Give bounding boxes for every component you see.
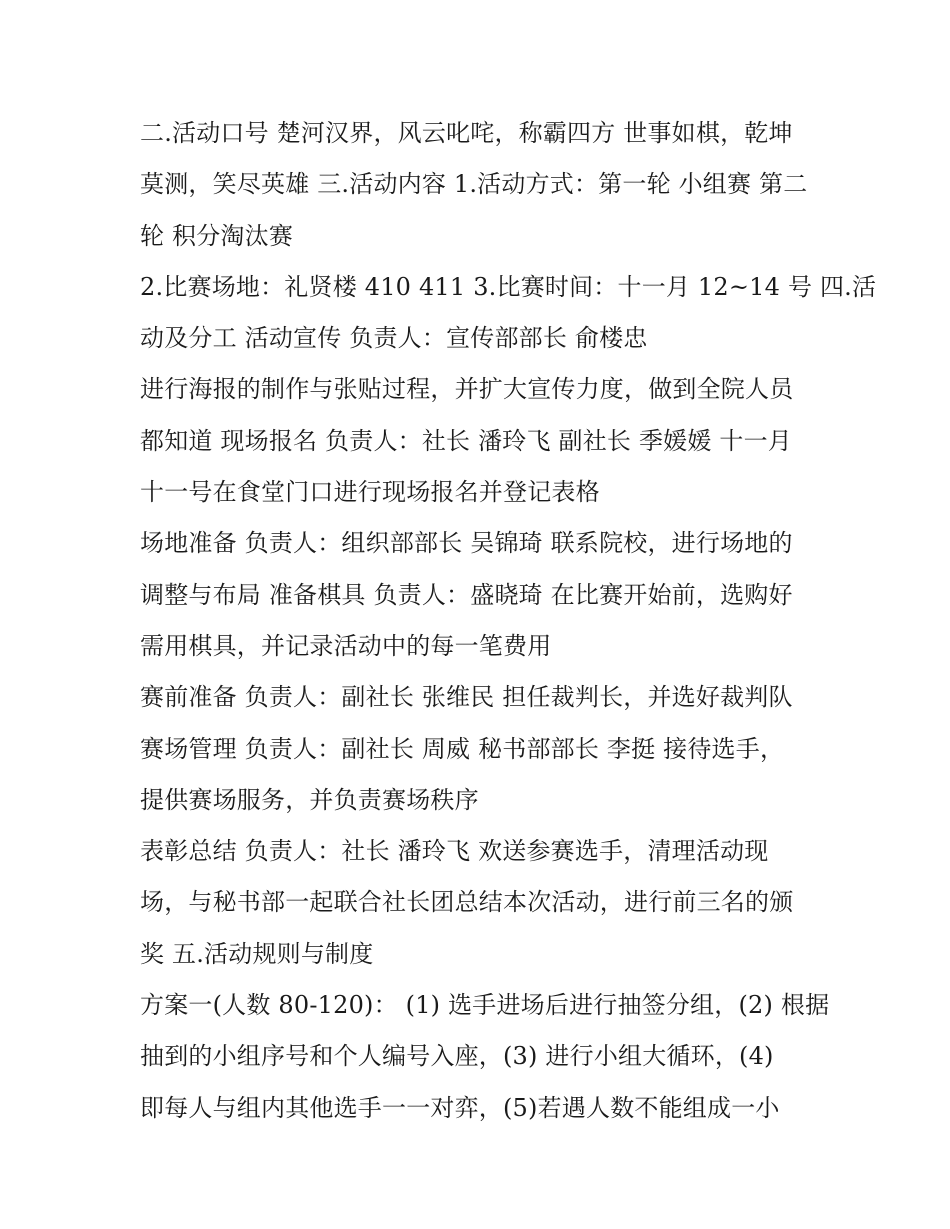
text-line: 抽到的小组序号和个人编号入座，(3) 进行小组大循环，(4) xyxy=(140,1042,774,1071)
text-line: 表彰总结 负责人：社长 潘玲飞 欢送参赛选手，清理活动现 xyxy=(140,837,769,866)
text-line: 需用棋具，并记录活动中的每一笔费用 xyxy=(140,631,552,660)
text-line: 十一号在食堂门口进行现场报名并登记表格 xyxy=(140,478,600,507)
text-line: 赛场管理 负责人：副社长 周威 秘书部部长 李挺 接待选手， xyxy=(140,734,785,763)
text-line: 调整与布局 准备棋具 负责人：盛晓琦 在比赛开始前，选购好 xyxy=(140,580,793,609)
text-line: 莫测，笑尽英雄 三.活动内容 1.活动方式：第一轮 小组赛 第二 xyxy=(140,170,808,199)
text-line: 奖 五.活动规则与制度 xyxy=(140,939,374,968)
text-line: 2.比赛场地：礼贤楼 410 411 3.比赛时间：十一月 12~14 号 四.活 xyxy=(140,272,877,301)
text-line: 方案一(人数 80-120)： (1) 选手进场后进行抽签分组，(2) 根据 xyxy=(140,991,830,1020)
text-line: 进行海报的制作与张贴过程，并扩大宣传力度，做到全院人员 xyxy=(140,375,794,404)
document-body xyxy=(140,108,877,1134)
text-line: 二.活动口号 楚河汉界，风云叱咤，称霸四方 世事如棋，乾坤 xyxy=(140,119,793,147)
text-line: 动及分工 活动宣传 负责人：宣传部部长 俞楼忠 xyxy=(140,324,648,353)
text-line: 场地准备 负责人：组织部部长 吴锦琦 联系院校，进行场地的 xyxy=(140,529,793,558)
text-line: 即每人与组内其他选手一一对弈，(5)若遇人数不能组成一小 xyxy=(140,1093,780,1122)
text-line: 场，与秘书部一起联合社长团总结本次活动，进行前三名的颁 xyxy=(140,888,794,917)
text-line: 轮 积分淘汰赛 xyxy=(140,221,294,250)
text-line: 提供赛场服务，并负责赛场秩序 xyxy=(140,785,479,814)
text-line: 都知道 现场报名 负责人：社长 潘玲飞 副社长 季媛媛 十一月 xyxy=(140,426,792,455)
text-line: 赛前准备 负责人：副社长 张维民 担任裁判长，并选好裁判队 xyxy=(140,683,793,712)
